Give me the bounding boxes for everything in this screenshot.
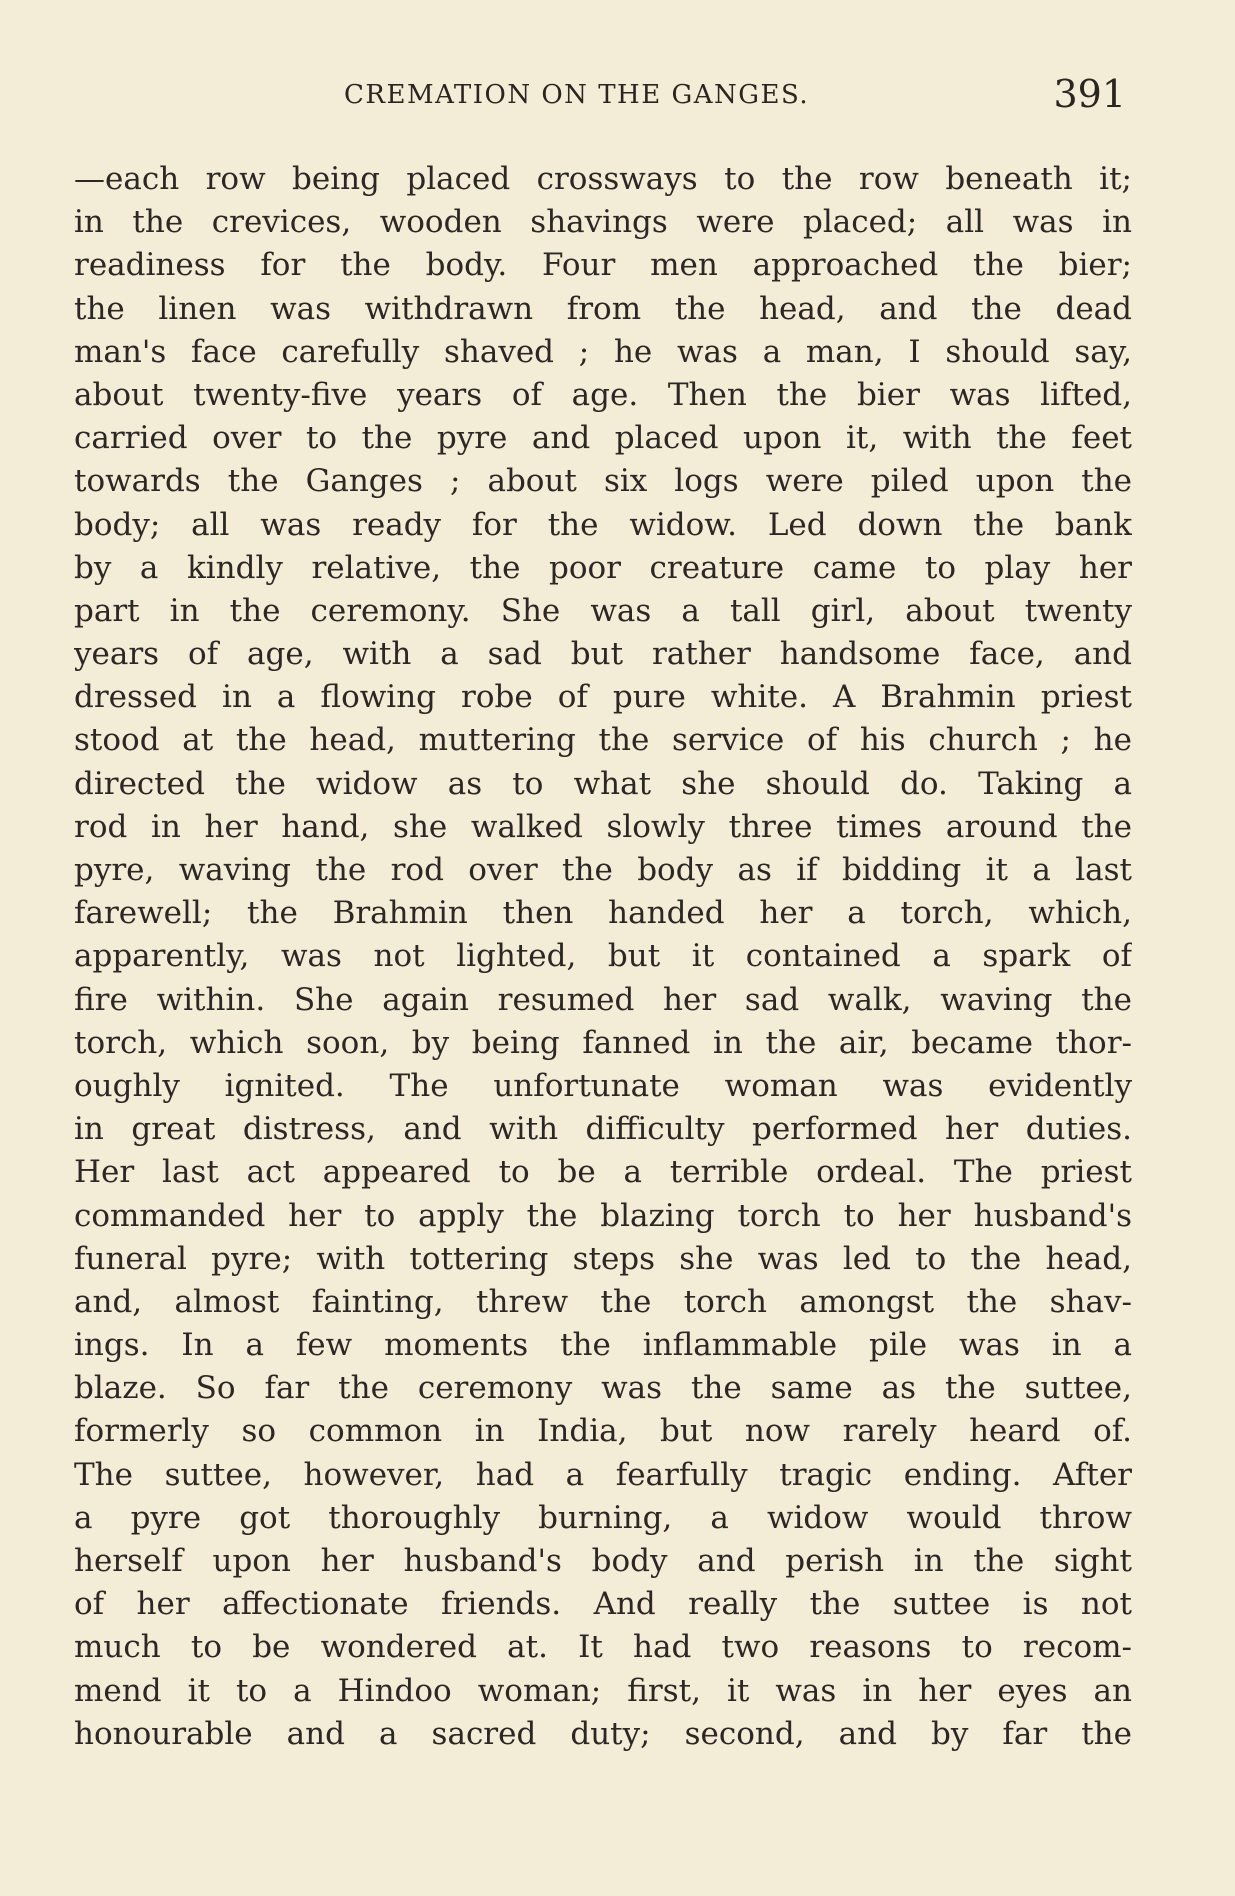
running-title: CREMATION ON THE GANGES. xyxy=(344,80,810,110)
text-line: fire within. She again resumed her sad walk, waving the xyxy=(74,981,1132,1018)
page-number: 391 xyxy=(1053,72,1126,116)
text-line: the linen was withdrawn from the head, and the dead xyxy=(74,290,1132,327)
text-line: stood at the head, muttering the service of his church ; he xyxy=(74,722,1132,759)
text-line: rod in her hand, she walked slowly three times around the xyxy=(74,808,1132,845)
text-line: towards the Ganges ; about six logs were piled upon the xyxy=(74,463,1132,500)
text-line: oughly ignited. The unfortunate woman was evidently xyxy=(74,1067,1132,1104)
text-line: in great distress, and with difficulty performed her duties. xyxy=(74,1111,1132,1148)
text-line: torch, which soon, by being fanned in the air, became thor- xyxy=(74,1024,1132,1061)
text-line: Her last act appeared to be a terrible ordeal. The priest xyxy=(74,1154,1132,1191)
text-line: dressed in a flowing robe of pure white. A Brahmin priest xyxy=(74,679,1132,716)
text-line: mend it to a Hindoo woman; first, it was in her eyes an xyxy=(74,1672,1132,1709)
text-line: and, almost fainting, threw the torch amongst the shav- xyxy=(74,1283,1132,1320)
text-line: herself upon her husband's body and perish in the sight xyxy=(74,1543,1132,1579)
text-line: years of age, with a sad but rather handsome face, and xyxy=(74,636,1132,673)
text-line: body; all was ready for the widow. Led down the bank xyxy=(74,506,1132,543)
text-line: apparently, was not lighted, but it contained a spark of xyxy=(74,938,1132,975)
text-line: ings. In a few moments the inflammable pile was in a xyxy=(74,1327,1132,1364)
text-line: carried over to the pyre and placed upon it, with the feet xyxy=(74,420,1132,457)
text-line: honourable and a sacred duty; second, and by far the xyxy=(74,1715,1132,1752)
text-line: much to be wondered at. It had two reasons to recom- xyxy=(74,1629,1132,1666)
text-line: directed the widow as to what she should do. Taking a xyxy=(74,765,1132,802)
text-line: —each row being placed crossways to the row beneath it; xyxy=(74,161,1132,197)
text-line: farewell; the Brahmin then handed her a torch, which, xyxy=(74,895,1132,932)
text-line: a pyre got thoroughly burning, a widow would throw xyxy=(74,1499,1132,1536)
text-line: man's face carefully shaved ; he was a man, I should say, xyxy=(74,333,1132,370)
text-line: in the crevices, wooden shavings were placed; all was in xyxy=(74,204,1132,241)
text-line: formerly so common in India, but now rarely heard of. xyxy=(74,1413,1132,1450)
text-line: about twenty-five years of age. Then the bier was lifted, xyxy=(74,376,1132,413)
text-line: part in the ceremony. She was a tall girl, about twenty xyxy=(74,592,1132,629)
text-line: funeral pyre; with tottering steps she was led to the head, xyxy=(74,1240,1132,1277)
body-text xyxy=(74,158,1132,1756)
text-line: commanded her to apply the blazing torch to her husband's xyxy=(74,1197,1132,1234)
text-line: The suttee, however, had a fearfully tragic ending. After xyxy=(74,1456,1132,1493)
text-line: of her affectionate friends. And really the suttee is not xyxy=(74,1586,1132,1623)
running-head xyxy=(74,72,1132,122)
text-line: pyre, waving the rod over the body as if bidding it a last xyxy=(74,852,1132,888)
text-line: readiness for the body. Four men approached the bier; xyxy=(74,247,1132,284)
text-line: by a kindly relative, the poor creature came to play her xyxy=(74,549,1132,586)
text-line: blaze. So far the ceremony was the same as the suttee, xyxy=(74,1370,1132,1407)
